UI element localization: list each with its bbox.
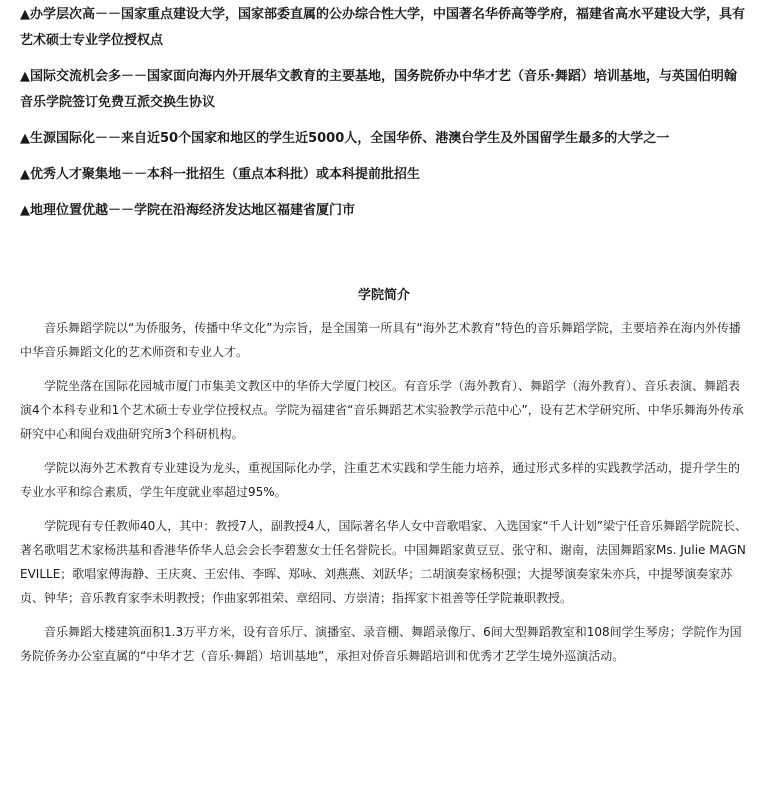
intro-paragraph: 学院以海外艺术教育专业建设为龙头，重视国际化办学，注重艺术实践和学生能力培养，通过形式多样的实践教学活动，提升学生的专业水平和综合素质，学生年度就业率超过95%。: [20, 461, 741, 499]
intro-paragraph: 音乐舞蹈学院以“为侨服务，传播中华文化”为宗旨，是全国第一所具有“海外艺术教育”特色的音乐舞蹈学院，主要培养在海内外传播中华音乐舞蹈文化的艺术师资和专业人才。: [20, 321, 741, 359]
section-title: 学院简介: [357, 288, 410, 303]
highlight-item: ▲国际交流机会多－－国家面向海内外开展华文教育的主要基地，国务院侨办中华才艺（音乐·舞蹈）培训基地，与英国伯明翰音乐学院签订免费互派交换生协议: [20, 69, 737, 110]
highlight-item: ▲生源国际化－－来自近50个国家和地区的学生近5000人，全国华侨、港澳台学生及外国留学生最多的大学之一: [20, 131, 670, 146]
intro-paragraph: 学院坐落在国际花园城市厦门市集美文教区中的华侨大学厦门校区。有音乐学（海外教育）、舞蹈学（海外教育）、音乐表演、舞蹈表演4个本科专业和1个艺术硕士专业学位授权点。学院为福建省“音乐舞蹈艺术实验教学示范中心”，设有艺术学研究所、中华乐舞海外传承研究中心和闽台戏曲研究所3个科研机构。: [20, 379, 744, 441]
highlight-item: ▲办学层次高－－国家重点建设大学，国家部委直属的公办综合性大学，中国著名华侨高等学府，福建省高水平建设大学，具有艺术硕士专业学位授权点: [20, 7, 745, 48]
highlight-item: ▲优秀人才聚集地－－本科一批招生（重点本科批）或本科提前批招生: [20, 167, 420, 182]
intro-paragraph: 学院现有专任教师40人，其中：教授7人，副教授4人，国际著名华人女中音歌唱家、入选国家“千人计划”梁宁任音乐舞蹈学院院长、著名歌唱艺术家杨洪基和香港华侨华人总会会长李碧葱女士任名誉院长。中国舞蹈家黄豆豆、张守和、谢南，法国舞蹈家Ms. Julie MAGNEVILLE；歌唱家傅海静、王庆爽、王宏伟、李晖、郑咏、刘燕燕、刘跃华；二胡演奏家杨积强；大提琴演奏家朱亦兵，中提琴演奏家苏贞、钟华；音乐教育家李未明教授；作曲家郭祖荣、章绍同、方崇清；指挥家卞祖善等任学院兼职教授。: [20, 519, 747, 605]
highlights-list: [20, 2, 748, 224]
intro-paragraph: 音乐舞蹈大楼建筑面积1.3万平方米，设有音乐厅、演播室、录音棚、舞蹈录像厅、6间大型舞蹈教室和108间学生琴房；学院作为国务院侨务办公室直属的“中华才艺（音乐·舞蹈）培训基地”，承担对侨音乐舞蹈培训和优秀才艺学生境外巡演活动。: [20, 625, 742, 663]
intro-body: [20, 316, 748, 668]
highlight-item: ▲地理位置优越－－学院在沿海经济发达地区福建省厦门市: [20, 203, 355, 218]
